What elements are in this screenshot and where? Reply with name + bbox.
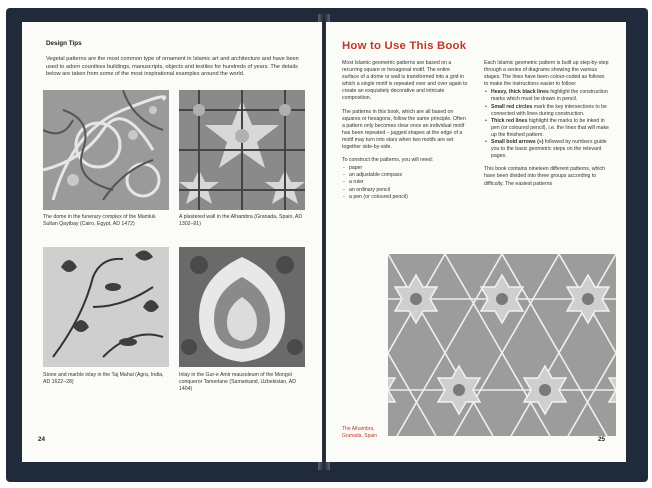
- page-title: How to Use This Book: [342, 40, 467, 52]
- page-header: Design Tips: [46, 40, 82, 47]
- list-item: • Heavy, thick black lines highlight the construction marks which must be drawn in pencil.: [484, 89, 610, 103]
- bold-term: Small red circles: [491, 103, 533, 110]
- marble-inlay-photo: [43, 247, 169, 367]
- tools-list: [342, 165, 468, 200]
- list-item: • Thick red lines highlight the marks to be inked in pen (or coloured pencil), i.e. the lines that will make up the finished pattern.: [484, 118, 610, 139]
- list-item: • Small bold arrows (») followed by numbers guide you to the basic geometric steps on the relevant pages.: [484, 139, 610, 160]
- list-item: - an adjustable compass: [342, 172, 468, 179]
- page-number-right: 25: [598, 436, 606, 443]
- page-number-left: 24: [38, 436, 46, 443]
- dome-photo: [43, 90, 169, 210]
- bold-term: Thick red lines: [491, 117, 528, 124]
- list-item: - paper: [342, 165, 468, 172]
- caption-marble-inlay: Stone and marble inlay in the Taj Mahal (Agra, India, AD 1622–28): [43, 372, 164, 385]
- paragraph: Most Islamic geometric patterns are based on a recurring square or hexagonal motif. The entire surface of a dome or wall is transformed into a grid in which a single motif is repeated over and over again to create an exquisitely decorative and intricate composition.: [342, 60, 468, 102]
- intro-paragraph: Vegetal patterns are the most common type of ornament in Islamic art and architecture and have been used to adorn countless buildings, manuscripts, objects and textiles for hundreds of years. The details below are taken from some of the most inspirational examples around the world.: [46, 56, 299, 78]
- geometric-pattern-photo: [388, 254, 616, 436]
- text-column-1: [342, 60, 468, 207]
- list-item: - an ordinary pencil: [342, 187, 468, 194]
- photo-credit: The Alhambra, Granada, Spain: [342, 426, 378, 439]
- left-page: [22, 22, 322, 462]
- text-column-2: [484, 60, 610, 194]
- tile-inlay-photo: [179, 247, 305, 367]
- list-item: - a pen (or coloured pencil): [342, 194, 468, 201]
- paragraph: This book contains nineteen different patterns, which have been divided into three groups according to difficulty. The easiest patterns: [484, 166, 606, 187]
- bold-term: Heavy, thick black lines: [491, 89, 549, 96]
- paragraph: To construct the patterns, you will need:: [342, 157, 434, 164]
- right-page: [326, 22, 626, 462]
- paragraph: The patterns in this book, which are all based on squares or hexagons, follow the same principle. Often a pattern only becomes clear once an individual motif has been repeated – jagged shapes at the edge of a motif may turn into stars when two motifs are set together side-by-side.: [342, 108, 466, 151]
- legend-list: [484, 89, 610, 160]
- plaster-wall-photo: [179, 90, 305, 210]
- paragraph: Each Islamic geometric pattern is built up step-by-step through a series of diagrams showing the various stages. The lines have been colour-coded as follows to make the instructions easier to follow:: [484, 60, 609, 88]
- list-item: • Small red circles mark the key intersections to be connected with lines during construction.: [484, 104, 610, 118]
- caption-plaster-wall: A plastered wall in the Alhambra (Granada, Spain, AD 1302–91): [179, 214, 303, 227]
- caption-dome: The dome in the funerary complex of the Mamluk Sultan Qaytbay (Cairo, Egypt, AD 1472): [43, 214, 156, 227]
- bold-term: Small bold arrows (»): [491, 139, 544, 146]
- list-item: - a ruler: [342, 179, 468, 186]
- caption-tile-inlay: Inlay in the Gur-e Amir mausoleum of the Mongol conqueror Tamerlane (Samarkand, Uzbekistan, AD 1404): [179, 372, 296, 392]
